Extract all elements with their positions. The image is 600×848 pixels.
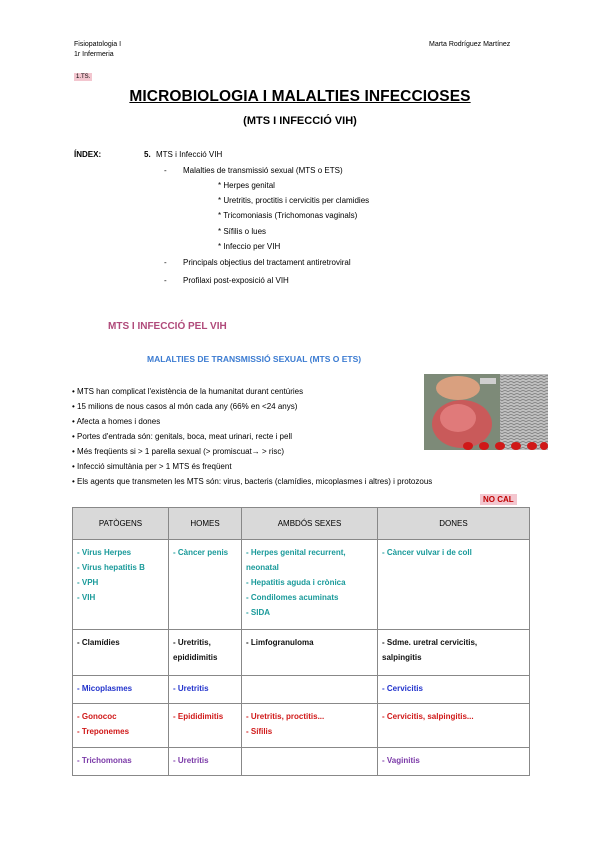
cell-line: neonatal — [246, 563, 279, 572]
list-item: • Portes d'entrada són: genitals, boca, meat urinari, recte i pell — [72, 429, 532, 444]
cell-line: - Epididimitis — [173, 712, 224, 721]
list-item: • Infecció simultània per > 1 MTS és freqüent — [72, 459, 532, 474]
header-author: Marta Rodríguez Martínez — [429, 41, 511, 48]
page-title: MICROBIOLOGIA I MALALTIES INFECCIOSES — [129, 88, 471, 105]
index-dash: - — [164, 276, 167, 285]
cell-line: - Gonococ — [77, 712, 117, 721]
table-row — [73, 540, 530, 630]
cell-line: - Micoplasmes — [77, 684, 133, 693]
table-cell — [73, 540, 169, 630]
cell-line: - Uretritis — [173, 756, 209, 765]
cell-line: - Treponemes — [77, 727, 130, 736]
table-row — [73, 748, 530, 776]
cell-line: - Clamídies — [77, 638, 120, 647]
cell-line: - Sífilis — [246, 727, 273, 736]
table-cell — [169, 630, 242, 676]
table-cell — [169, 748, 242, 776]
table-cell — [169, 540, 242, 630]
table-cell — [242, 630, 378, 676]
column-header: HOMES — [169, 508, 242, 540]
index-subitem: * Infeccio per VIH — [218, 242, 281, 251]
table-cell — [378, 748, 530, 776]
index-dash: - — [164, 258, 167, 267]
cell-line: - Virus Herpes — [77, 548, 132, 557]
list-item: • Els agents que transmeten les MTS són: virus, bacteris (clamídies, micoplasmes i altres) i protozous — [72, 474, 532, 489]
cell-line: - Hepatitis aguda i crònica — [246, 578, 346, 587]
table-row — [73, 630, 530, 676]
subsection-title: MALALTIES DE TRANSMISSIÓ SEXUAL (MTS O ETS) — [147, 354, 362, 364]
cell-line: - Uretritis — [173, 684, 209, 693]
cell-line: - Vaginitis — [382, 756, 420, 765]
table-cell — [378, 704, 530, 748]
cell-line: - Càncer vulvar i de coll — [382, 548, 472, 557]
cell-line: - VIH — [77, 593, 96, 602]
table-cell — [378, 630, 530, 676]
index-subitem: * Uretritis, proctitis i cervicitis per clamidies — [218, 196, 370, 205]
table-cell — [73, 704, 169, 748]
index-item: Profilaxi post-exposició al VIH — [183, 276, 289, 285]
header-course: Fisiopatologia I — [74, 41, 122, 48]
cell-line: - Condilomes acuminats — [246, 593, 339, 602]
section-title: MTS I INFECCIÓ PEL VIH — [108, 321, 227, 332]
index-number: 5. — [144, 150, 151, 159]
table-cell — [378, 540, 530, 630]
table-cell — [73, 748, 169, 776]
table-cell — [242, 540, 378, 630]
index-item: Malalties de transmissió sexual (MTS o ETS) — [183, 166, 343, 175]
cell-line: - Virus hepatitis B — [77, 563, 145, 572]
clinical-photo — [424, 374, 548, 450]
page-subtitle: (MTS I INFECCIÓ VIH) — [243, 115, 357, 127]
no-cal-label: NO CAL — [480, 494, 517, 505]
cell-line: - VPH — [77, 578, 99, 587]
list-item: • MTS han complicat l'existència de la humanitat durant centúries — [72, 384, 532, 399]
section-tag: 1.TS. — [76, 74, 91, 80]
table-header-row — [73, 508, 530, 540]
cell-line: - Trichomonas — [77, 756, 132, 765]
index-subitem: * Sífilis o lues — [218, 227, 267, 236]
list-item: • Més freqüents si > 1 parella sexual (> promiscuat→ > risc) — [72, 444, 532, 459]
list-item: • Afecta a homes i dones — [72, 414, 532, 429]
table-cell — [73, 630, 169, 676]
column-header: DONES — [378, 508, 530, 540]
cell-line: epididimitis — [173, 653, 218, 662]
cell-line: - SIDA — [246, 608, 270, 617]
cell-line: - Herpes genital recurrent, — [246, 548, 346, 557]
cell-line: - Cervicitis — [382, 684, 423, 693]
table-cell — [242, 704, 378, 748]
cell-line: - Càncer penis — [173, 548, 229, 557]
cell-line: - Cervicitis, salpingitis... — [382, 712, 474, 721]
index-subitem: * Herpes genital — [218, 181, 275, 190]
table-cell — [169, 704, 242, 748]
cell-line: - Limfogranuloma — [246, 638, 314, 647]
index-subitem: * Tricomoniasis (Trichomonas vaginals) — [218, 211, 358, 220]
list-item: • 15 milions de nous casos al món cada any (66% en <24 anys) — [72, 399, 532, 414]
index-dash: - — [164, 166, 167, 175]
index-heading: MTS i Infecció VIH — [156, 150, 223, 159]
pathogens-table — [72, 507, 530, 776]
header-year: 1r Infermeria — [74, 51, 114, 58]
table-row — [73, 676, 530, 704]
column-header: PATÒGENS — [73, 508, 169, 540]
table-row — [73, 704, 530, 748]
column-header: AMBDÓS SEXES — [242, 508, 378, 540]
table-cell — [242, 748, 378, 776]
index-label: ÍNDEX: — [74, 150, 102, 159]
cell-line: salpingitis — [382, 653, 422, 662]
cell-line: - Uretritis, — [173, 638, 211, 647]
table-cell — [242, 676, 378, 704]
table-cell — [169, 676, 242, 704]
cell-line: - Sdme. uretral cervicitis, — [382, 638, 478, 647]
table-cell — [378, 676, 530, 704]
table-cell — [73, 676, 169, 704]
cell-line: - Uretritis, proctitis... — [246, 712, 325, 721]
index-item: Principals objectius del tractament antiretroviral — [183, 258, 351, 267]
